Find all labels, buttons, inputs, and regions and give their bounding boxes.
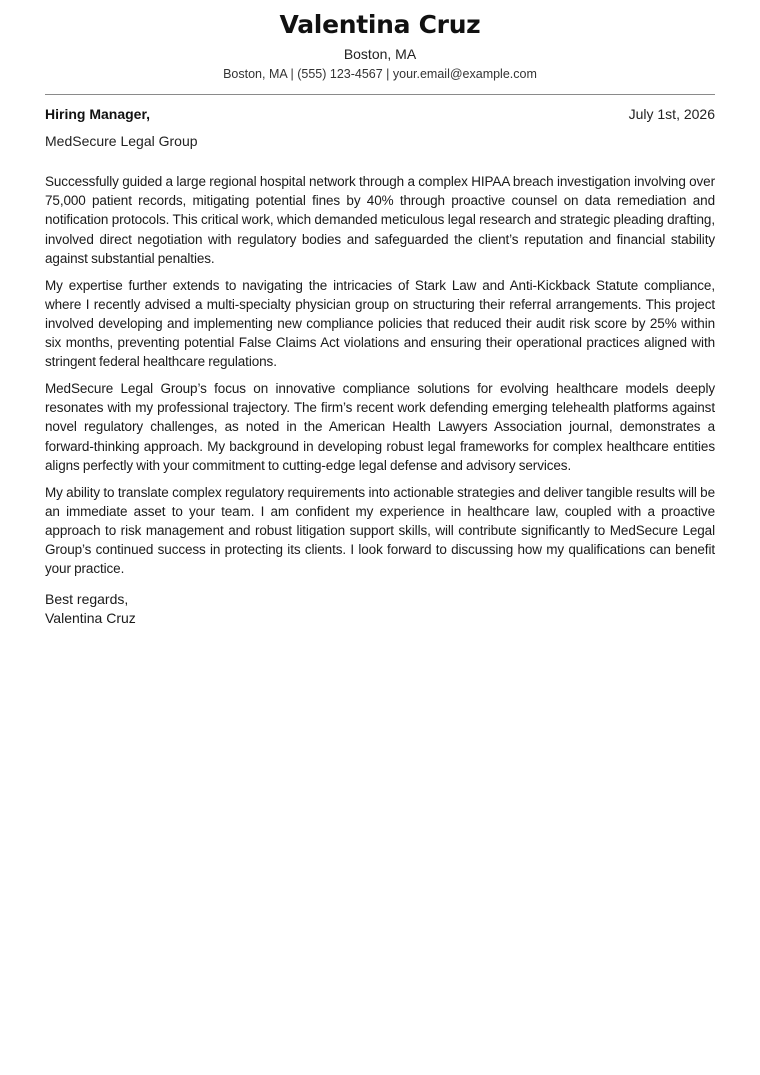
letter-body [45,172,715,579]
body-paragraph: Successfully guided a large regional hospital network through a complex HIPAA breach investigation involving over 75,000 patient records, mitigating potential fines by 40% through proactive counsel on data remediation and notification protocols. This critical work, which demanded meticulous legal research and strategic pleading drafting, involved direct negotiation with regulatory bodies and safeguarded the client’s reputation and financial stability against substantial penalties. [45,174,715,266]
recipient-salutation: Hiring Manager, [45,106,151,122]
body-paragraph: My ability to translate complex regulatory requirements into actionable strategies and deliver tangible results will be an immediate asset to your team. I am confident my experience in healthcare law, coupled with a proactive approach to risk management and robust litigation support skills, will contribute significantly to MedSecure Legal Group’s continued success in protecting its clients. I look forward to discussing how my qualifications can benefit your practice. [45,484,715,577]
header-divider [45,94,715,95]
body-paragraph: My expertise further extends to navigating the intricacies of Stark Law and Anti-Kickback Statute compliance, where I recently advised a multi-specialty physician group on structuring their referral arrangements. This project involved developing and implementing new compliance policies that reduced their audit risk score by 25% within six months, preventing potential False Claims Act violations and ensuring their operational practices aligned with stringent federal healthcare regulations. [45,277,715,370]
recipient-date-row [45,105,715,123]
closing-line: Best regards, [45,590,129,607]
letter-header [45,10,715,82]
body-paragraph: MedSecure Legal Group’s focus on innovative compliance solutions for evolving healthcare models deeply resonates with my professional trajectory. The firm’s recent work defending emerging telehealth platforms against novel regulatory challenges, as noted in the American Health Lawyers Association journal, demonstrates a forward-thinking approach. My background in developing robust legal frameworks for complex healthcare entities aligns perfectly with your commitment to cutting-edge legal defense and advisory services. [45,381,715,473]
contact-line: Boston, MA | (555) 123-4567 | your.email@example.com [223,67,537,81]
signature-name: Valentina Cruz [45,609,136,626]
letter-date: July 1st, 2026 [628,106,715,122]
applicant-city: Boston, MA [343,46,417,62]
applicant-name: Valentina Cruz [279,10,481,39]
company-name: MedSecure Legal Group [45,133,198,149]
